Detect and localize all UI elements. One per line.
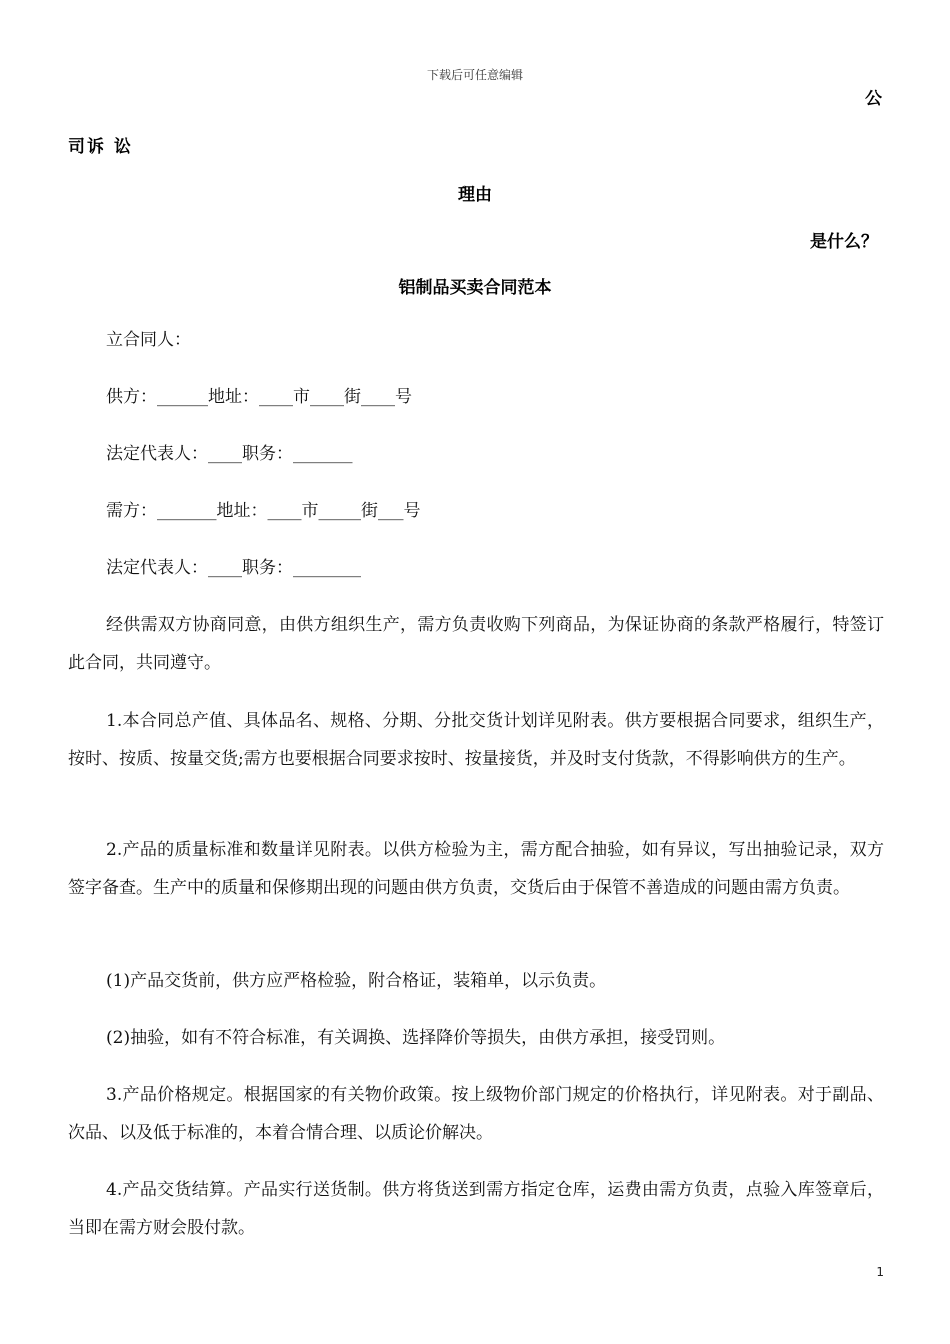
- paragraph-clause-2-2: (2)抽验，如有不符合标准，有关调换、选择降价等损失，由供方承担，接受罚则。: [106, 1028, 726, 1048]
- paragraph-supplier-representative: 法定代表人：____职务：_______: [106, 444, 353, 464]
- paragraph-clause-3: 3.产品价格规定。根据国家的有关物价政策。按上级物价部门规定的价格执行，详见附表。对于副品、次品、以及低于标准的，本着合情合理、以质论价解决。: [68, 1085, 884, 1143]
- paragraph-clause-4: 4.产品交货结算。产品实行送货制。供方将货送到需方指定仓库，运费由需方负责，点验入库签章后，当即在需方财会股付款。: [68, 1180, 884, 1238]
- paragraph-buyer-representative: 法定代表人：____职务：________: [106, 558, 361, 578]
- paragraph-preamble: 经供需双方协商同意，由供方组织生产，需方负责收购下列商品，为保证协商的条款严格履行，特签订此合同，共同遵守。: [68, 615, 884, 673]
- page-number: 1: [876, 1265, 884, 1279]
- paragraph-clause-2-1: (1)产品交货前，供方应严格检验，附合格证，装箱单，以示负责。: [106, 971, 607, 991]
- heading-fragment-gong: 公: [865, 89, 882, 109]
- heading-fragment-shishenme: 是什么？: [810, 232, 878, 252]
- document-title: 铝制品买卖合同范本: [398, 278, 552, 298]
- paragraph-clause-1: 1.本合同总产值、具体品名、规格、分期、分批交货计划详见附表。供方要根据合同要求，组织生产，按时、按质、按量交货;需方也要根据合同要求按时、按量接货，并及时支付货款，不得影响供方的生产。: [68, 711, 884, 769]
- paragraph-clause-2: 2.产品的质量标准和数量详见附表。以供方检验为主，需方配合抽验，如有异议，写出抽验记录，双方签字备查。生产中的质量和保修期出现的问题由供方负责，交货后由于保管不善造成的问题由需方负责。: [68, 840, 884, 898]
- paragraph-buyer: 需方：_______地址：____市_____街___号: [106, 501, 421, 521]
- heading-fragment-sisong: 司诉 讼: [68, 137, 133, 157]
- page-header-note: 下载后可任意编辑: [426, 68, 523, 82]
- heading-fragment-liyou: 理由: [458, 185, 492, 205]
- paragraph-supplier: 供方：______地址：____市____街____号: [106, 387, 412, 407]
- paragraph-parties: 立合同人：: [106, 330, 191, 350]
